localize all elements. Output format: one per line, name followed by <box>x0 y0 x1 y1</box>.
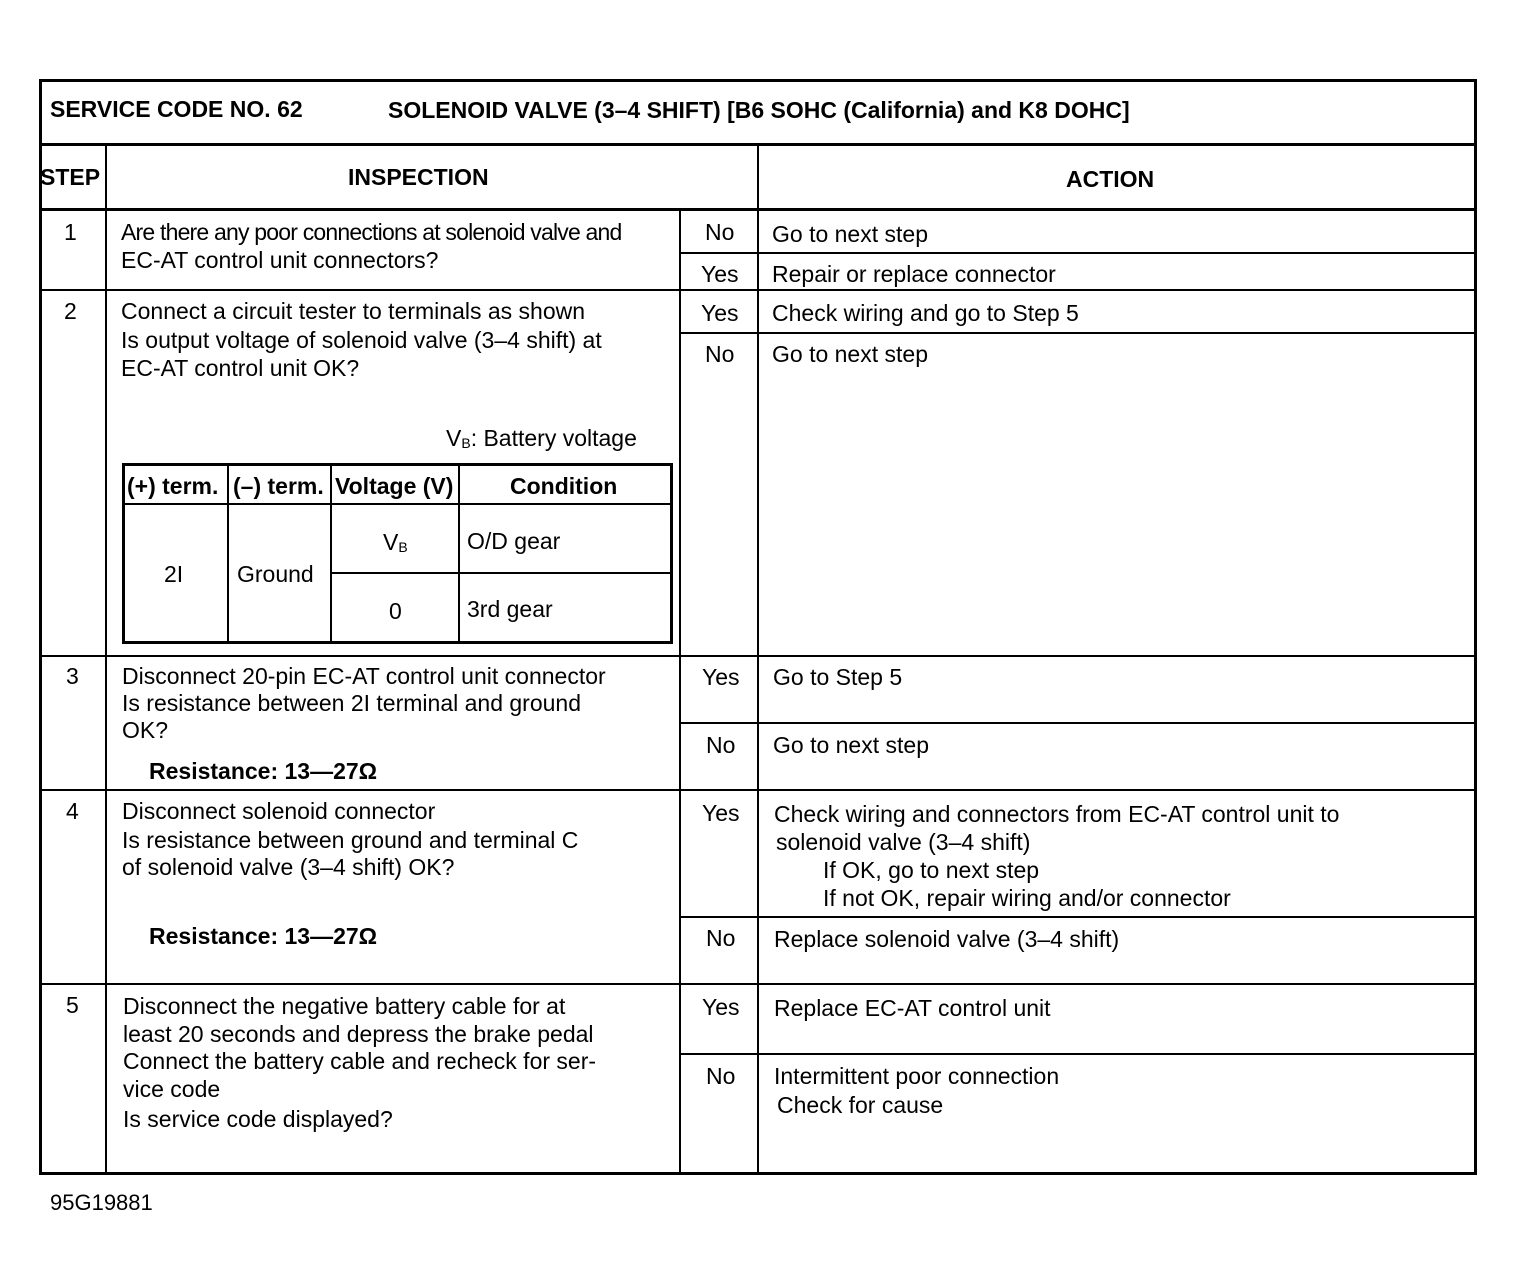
voltage-value: VB <box>383 529 408 555</box>
action-column-line <box>757 143 759 1175</box>
answer-divider <box>679 916 1477 918</box>
voltage-table-header: Condition <box>510 473 618 499</box>
answer-label: No <box>705 219 735 245</box>
minus-terminal: Ground <box>237 561 314 587</box>
inspection-text: Connect a circuit tester to terminals as shown <box>121 298 586 324</box>
action-text: Check for cause <box>777 1092 944 1118</box>
inspection-text: OK? <box>122 717 169 743</box>
inspection-text: Is output voltage of solenoid valve (3–4 shift) at <box>121 327 602 353</box>
voltage-table-col-line <box>227 463 229 644</box>
step-number: 4 <box>66 798 79 824</box>
inspection-text: Connect the battery cable and recheck for ser- <box>123 1048 597 1074</box>
voltage-value: 0 <box>389 598 402 624</box>
row-divider <box>39 289 1477 291</box>
action-text: Intermittent poor connection <box>774 1063 1060 1089</box>
answer-label: No <box>706 1063 736 1089</box>
inspection-text: Is service code displayed? <box>123 1106 393 1132</box>
action-text: Go to next step <box>772 221 928 247</box>
voltage-table-row-line <box>331 572 673 574</box>
voltage-table-header: (–) term. <box>233 473 324 499</box>
inspection-text: vice code <box>123 1076 221 1102</box>
resistance-spec: Resistance: 13—27Ω <box>149 758 378 784</box>
step-column-line <box>105 143 107 1175</box>
voltage-table-header-line <box>122 503 673 505</box>
answer-label: Yes <box>701 261 739 287</box>
answer-label: No <box>705 341 735 367</box>
action-text: Go to next step <box>772 341 928 367</box>
answer-label: Yes <box>702 800 740 826</box>
battery-voltage-note: VB: Battery voltage <box>446 425 637 451</box>
action-text: solenoid valve (3–4 shift) <box>776 829 1031 855</box>
voltage-table-col-line <box>330 463 332 644</box>
answer-column-line <box>679 208 681 1175</box>
answer-label: No <box>706 925 736 951</box>
condition-value: 3rd gear <box>467 596 553 622</box>
step-number: 1 <box>64 219 77 245</box>
answer-divider <box>679 722 1477 724</box>
action-text: If OK, go to next step <box>823 857 1040 883</box>
inspection-text: EC-AT control unit OK? <box>121 355 360 381</box>
inspection-text: of solenoid valve (3–4 shift) OK? <box>122 854 455 880</box>
answer-divider <box>679 1053 1477 1055</box>
inspection-text: Is resistance between 2I terminal and ground <box>122 690 581 716</box>
row-divider <box>39 983 1477 985</box>
action-text: Go to Step 5 <box>773 664 903 690</box>
inspection-text: Is resistance between ground and terminal C <box>122 827 579 853</box>
step-number: 5 <box>66 992 79 1018</box>
inspection-text: Disconnect the negative battery cable for at <box>123 993 566 1019</box>
service-code-description: SOLENOID VALVE (3–4 SHIFT) [B6 SOHC (California) and K8 DOHC] <box>388 97 1130 123</box>
answer-label: No <box>706 732 736 758</box>
action-text: Check wiring and connectors from EC-AT control unit to <box>774 801 1340 827</box>
inspection-text: least 20 seconds and depress the brake pedal <box>123 1021 594 1047</box>
action-text: Replace solenoid valve (3–4 shift) <box>774 926 1120 952</box>
answer-divider <box>679 332 1477 334</box>
action-text: Check wiring and go to Step 5 <box>772 300 1079 326</box>
action-text: Repair or replace connector <box>772 261 1056 287</box>
voltage-table-header: Voltage (V) <box>335 473 454 499</box>
plus-terminal: 2I <box>164 561 184 587</box>
inspection-text: Disconnect 20-pin EC-AT control unit connector <box>122 663 606 689</box>
step-number: 2 <box>64 298 77 324</box>
figure-id: 95G19881 <box>50 1190 153 1215</box>
answer-label: Yes <box>702 994 740 1020</box>
service-code-number: SERVICE CODE NO. 62 <box>50 96 303 122</box>
voltage-table-header: (+) term. <box>127 473 219 499</box>
inspection-text: EC-AT control unit connectors? <box>121 247 439 273</box>
inspection-text: Disconnect solenoid connector <box>122 798 436 824</box>
row-divider <box>39 789 1477 791</box>
action-text: Replace EC-AT control unit <box>774 995 1051 1021</box>
action-text: If not OK, repair wiring and/or connector <box>823 885 1231 911</box>
answer-label: Yes <box>702 664 740 690</box>
inspection-text: Are there any poor connections at solenoid valve and <box>121 219 622 245</box>
column-header-action: ACTION <box>1066 166 1155 192</box>
condition-value: O/D gear <box>467 528 561 554</box>
resistance-spec: Resistance: 13—27Ω <box>149 923 378 949</box>
voltage-table-col-line <box>458 463 460 644</box>
column-header-step: STEP <box>40 164 101 190</box>
answer-divider <box>679 252 1477 254</box>
action-text: Go to next step <box>773 732 929 758</box>
answer-label: Yes <box>701 300 739 326</box>
row-divider <box>39 655 1477 657</box>
column-header-inspection: INSPECTION <box>348 164 489 190</box>
step-number: 3 <box>66 663 79 689</box>
